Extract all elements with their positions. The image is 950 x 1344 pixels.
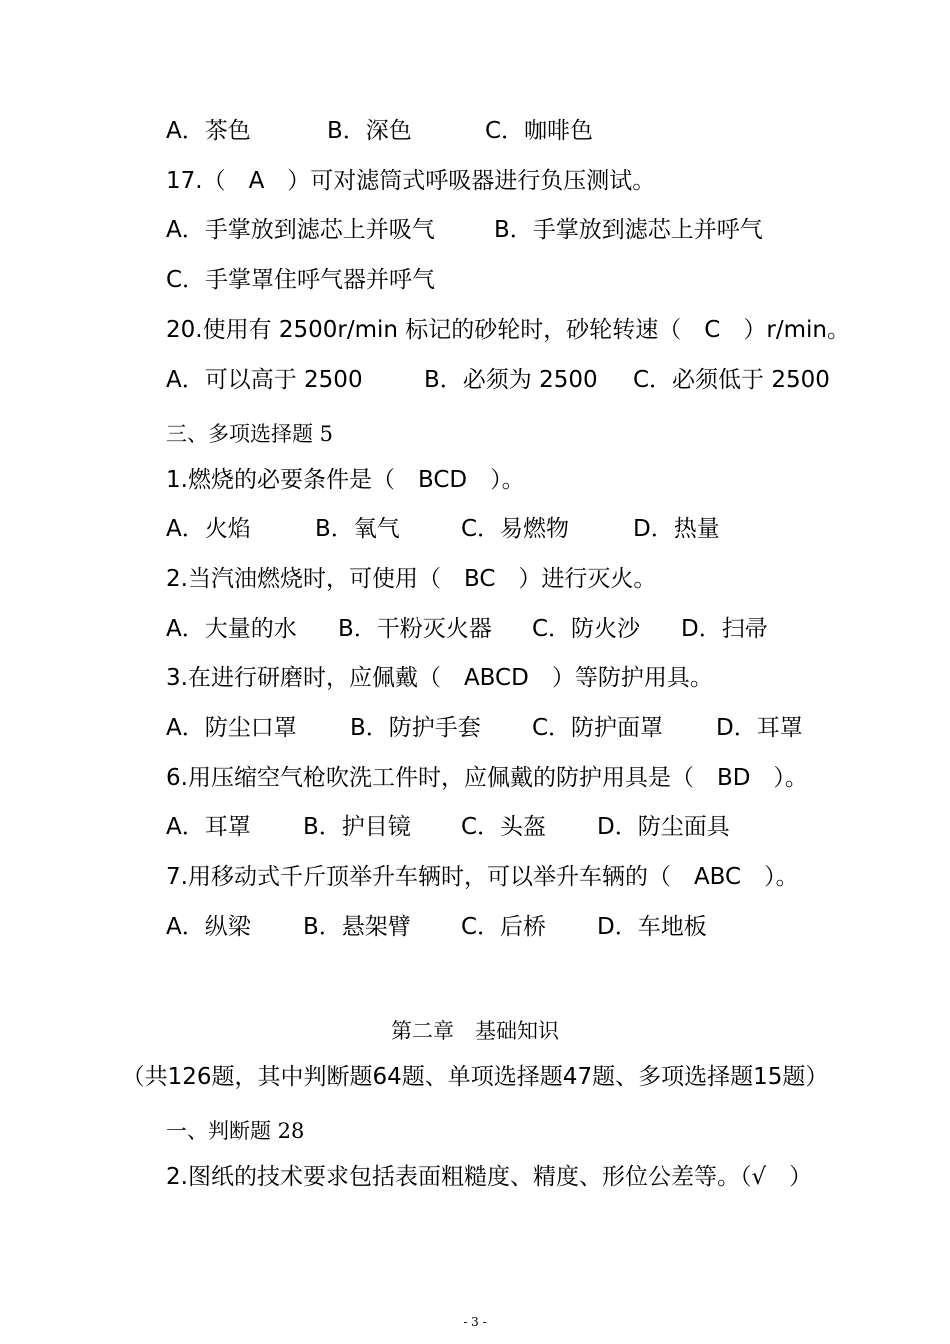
- option-c: C．必须低于 2500: [633, 367, 830, 393]
- option-b: B．深色: [327, 118, 412, 144]
- option-b: B．悬架臂: [303, 914, 411, 940]
- option-c: C．防护面罩: [532, 715, 664, 741]
- option-a: A．可以高于 2500: [166, 367, 363, 393]
- multi-question-6-stem: 6.用压缩空气枪吹洗工件时，应佩戴的防护用具是（ BD ）。: [166, 765, 808, 791]
- option-d: D．耳罩: [716, 715, 803, 741]
- question-17-stem: 17.（ A ）可对滤筒式呼吸器进行负压测试。: [166, 168, 656, 194]
- multi-question-2-stem: 2.当汽油燃烧时，可使用（ BC ）进行灭火。: [166, 566, 657, 592]
- option-a: A．耳罩: [166, 814, 251, 840]
- option-c: C．后桥: [461, 914, 547, 940]
- option-d: D．热量: [633, 516, 720, 542]
- true-false-question-2: 2.图纸的技术要求包括表面粗糙度、精度、形位公差等。（√ ）: [166, 1164, 813, 1190]
- option-a: A．茶色: [166, 118, 251, 144]
- question-20-stem: 20.使用有 2500r/min 标记的砂轮时，砂轮转速（ C ）r/min。: [166, 317, 850, 343]
- section-heading-true-false: 一、判断题 28: [166, 1119, 305, 1143]
- page-number: - 3 -: [463, 1315, 487, 1329]
- option-c: C．易燃物: [461, 516, 570, 542]
- option-b: B．氧气: [315, 516, 400, 542]
- option-d: D．防尘面具: [597, 814, 730, 840]
- option-a: A．纵梁: [166, 914, 251, 940]
- option-b: B．干粉灭火器: [338, 616, 492, 642]
- chapter-title: 第二章 基础知识: [391, 1019, 559, 1043]
- option-b: B．护目镜: [303, 814, 411, 840]
- option-d: D．扫帚: [681, 616, 768, 642]
- chapter-summary: （共126题，其中判断题64题、单项选择题47题、多项选择题15题）: [121, 1064, 829, 1090]
- option-a: A．手掌放到滤芯上并吸气: [166, 217, 435, 243]
- multi-question-1-stem: 1.燃烧的必要条件是（ BCD ）。: [166, 467, 525, 493]
- multi-question-7-stem: 7.用移动式千斤顶举升车辆时，可以举升车辆的（ ABC ）。: [166, 864, 799, 890]
- option-a: A．大量的水: [166, 616, 297, 642]
- section-heading-multiple-choice: 三、多项选择题 5: [166, 422, 334, 446]
- option-d: D．车地板: [597, 914, 707, 940]
- option-c: C．头盔: [461, 814, 547, 840]
- multi-question-3-stem: 3.在进行研磨时，应佩戴（ ABCD ）等防护用具。: [166, 665, 713, 691]
- option-b: B．手掌放到滤芯上并呼气: [494, 217, 763, 243]
- option-a: A．火焰: [166, 516, 251, 542]
- option-c: C．咖啡色: [485, 118, 594, 144]
- question-17-option-c: C．手掌罩住呼气器并呼气: [166, 267, 436, 293]
- option-a: A．防尘口罩: [166, 715, 297, 741]
- option-b: B．必须为 2500: [424, 367, 598, 393]
- option-b: B．防护手套: [350, 715, 481, 741]
- option-c: C．防火沙: [532, 616, 641, 642]
